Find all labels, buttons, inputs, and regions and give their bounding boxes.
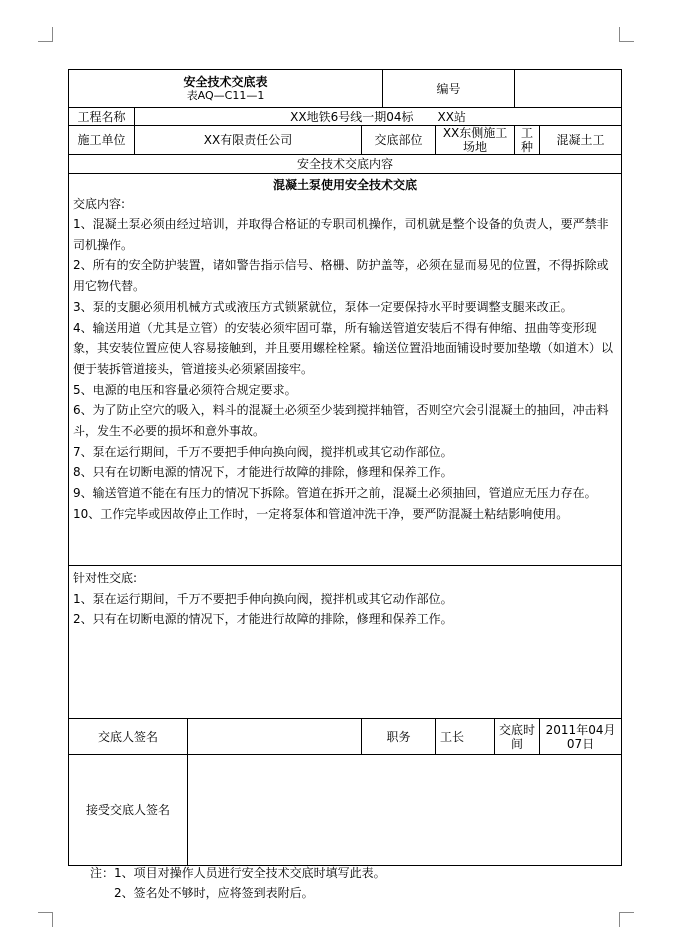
content-title: 混凝土泵使用安全技术交底 (273, 178, 418, 192)
number-value[interactable] (515, 70, 622, 108)
safety-disclosure-form (68, 69, 622, 866)
giver-signature-label: 交底人签名 (69, 719, 188, 755)
form-title-cell (69, 70, 383, 108)
content-item: 2、所有的安全防护装置，诸如警告指示信号、格栅、防护盖等，必须在显而易见的位置，不得拆除或用它物代替。 (73, 258, 609, 294)
trade-label: 工种 (515, 126, 540, 155)
content-item: 7、泵在运行期间，千万不要把手伸向换向阀，搅拌机或其它动作部位。 (73, 444, 453, 459)
crop-mark-top-right (619, 27, 634, 42)
disclosure-location-value: XX东侧施工场地 (436, 126, 515, 155)
crop-mark-bottom-right (619, 912, 634, 927)
form-code: 表AQ—C11—1 (186, 88, 265, 102)
disclosure-location-label: 交底部位 (362, 126, 436, 155)
number-label: 编号 (383, 70, 515, 108)
receiver-signature-value[interactable] (188, 755, 622, 866)
specific-item: 2、只有在切断电源的情况下，才能进行故障的排除，修理和保养工作。 (73, 612, 453, 627)
construction-unit-value: XX有限责任公司 (135, 126, 362, 155)
content-item: 10、工作完毕或因故停止工作时，一定将泵体和管道冲洗干净，要严防混凝土粘结影响使用。 (73, 506, 569, 521)
footnote-1: 注：1、项目对操作人员进行安全技术交底时填写此表。 (90, 866, 386, 880)
content-item: 3、泵的支腿必须用机械方式或液压方式锁紧就位，泵体一定要保持水平时要调整支腿来改正。 (73, 299, 573, 314)
disclosure-time-value: 2011年04月07日 (540, 719, 622, 755)
content-item: 8、只有在切断电源的情况下，才能进行故障的排除，修理和保养工作。 (73, 465, 453, 480)
receiver-signature-label: 接受交底人签名 (69, 755, 188, 866)
position-value: 工长 (436, 719, 495, 755)
project-name-label: 工程名称 (69, 108, 135, 126)
specific-disclosure-cell (69, 566, 622, 719)
disclosure-time-label: 交底时间 (495, 719, 540, 755)
form-title: 安全技术交底表 (183, 74, 268, 89)
giver-signature-value[interactable] (188, 719, 362, 755)
content-item: 9、输送管道不能在有压力的情况下拆除。管道在拆开之前，混凝土必须抽回，管道应无压力存在。 (73, 486, 597, 501)
position-label: 职务 (362, 719, 436, 755)
footnote-2: 2、签名处不够时，应将签到表附后。 (114, 886, 314, 900)
crop-mark-bottom-left (38, 912, 53, 927)
content-item: 6、为了防止空穴的吸入，料斗的混凝土必须至少装到搅拌轴管，否则空穴会引混凝土的抽回，冲击料斗，发生不必要的损坏和意外事故。 (73, 403, 609, 439)
specific-heading: 针对性交底: (73, 571, 138, 585)
section-title: 安全技术交底内容 (69, 155, 622, 174)
disclosure-content-cell (69, 174, 622, 566)
content-item: 1、混凝土泵必须由经过培训，并取得合格证的专职司机操作，司机就是整个设备的负责人，要严禁非司机操作。 (73, 217, 609, 252)
specific-item: 1、泵在运行期间，千万不要把手伸向换向阀，搅拌机或其它动作部位。 (73, 591, 453, 606)
content-heading: 交底内容: (73, 197, 126, 211)
trade-value: 混凝土工 (540, 126, 622, 155)
crop-mark-top-left (38, 27, 53, 42)
construction-unit-label: 施工单位 (69, 126, 135, 155)
content-item: 4、输送用道（尤其是立管）的安装必须牢固可靠，所有输送管道安装后不得有伸缩、扭曲等变形现象，其安装位置应使人容易接触到，并且要用螺栓栓紧。输送位置沿地面铺设时要加垫墩（如道木）以便于装拆管道接头，管道接头必须紧固接牢。 (73, 320, 614, 376)
project-name-value: XX地铁6号线一期04标 XX站 (135, 108, 622, 126)
content-item: 5、电源的电压和容量必须符合规定要求。 (73, 382, 297, 397)
